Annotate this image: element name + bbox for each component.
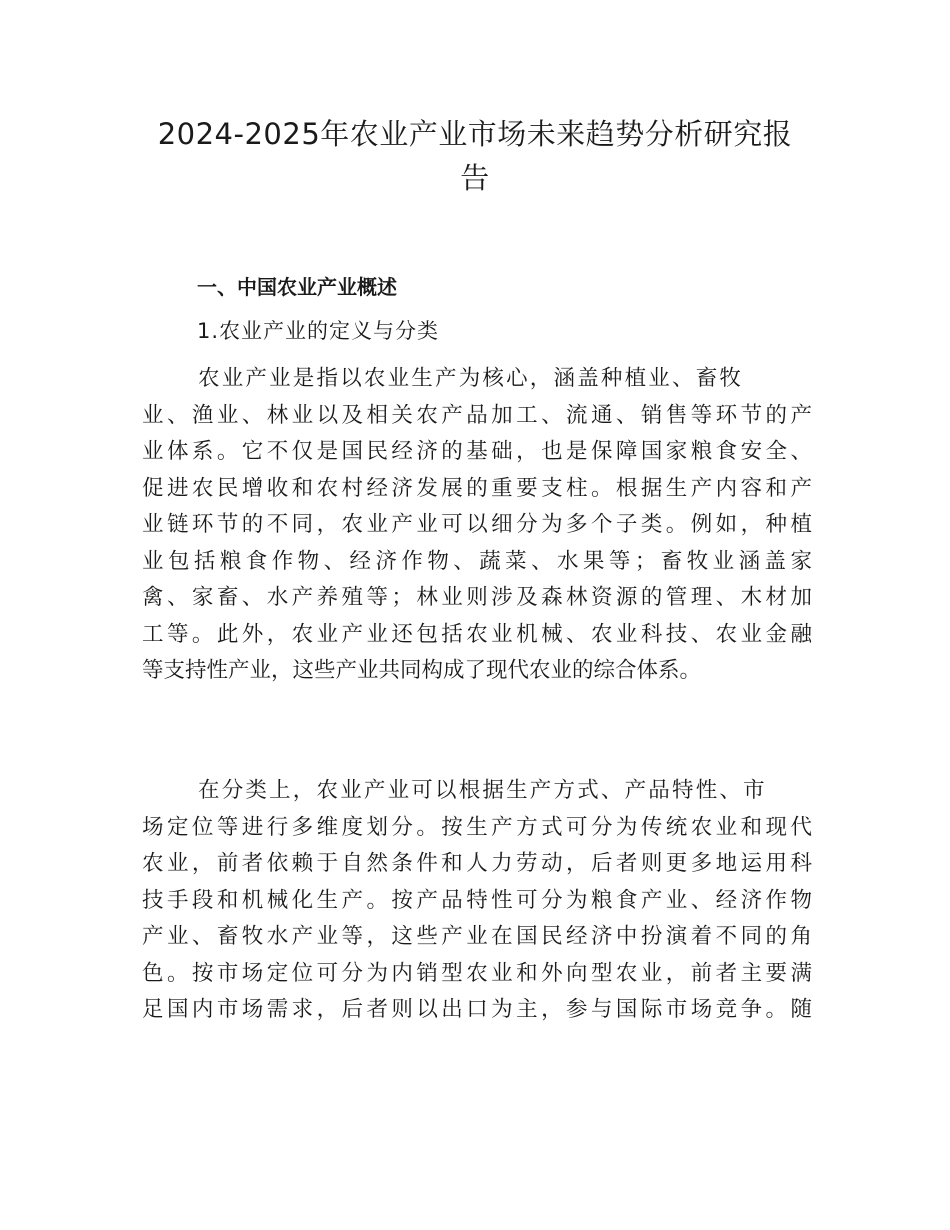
document-title [140, 112, 810, 200]
paragraph-line: 促进农民增收和农村经济发展的重要支柱。根据生产内容和产 [142, 475, 812, 501]
paragraph-line: 工等。此外，农业产业还包括农业机械、农业科技、农业金融 [142, 621, 812, 647]
paragraph-line: 业体系。它不仅是国民经济的基础，也是保障国家粮食安全、 [142, 439, 812, 464]
paragraph-line: 禽、家畜、水产养殖等；林业则涉及森林资源的管理、木材加 [142, 585, 812, 610]
paragraph-line: 技手段和机械化生产。按产品特性可分为粮食产业、经济作物 [142, 887, 812, 913]
paragraph-2 [142, 773, 812, 1029]
paragraph-line: 在分类上，农业产业可以根据生产方式、产品特性、市 [198, 778, 767, 803]
paragraph-line: 足国内市场需求，后者则以出口为主，参与国际市场竞争。随 [142, 997, 812, 1022]
paragraph-line: 农业，前者依赖于自然条件和人力劳动，后者则更多地运用科 [142, 851, 812, 876]
paragraph-line: 场定位等进行多维度划分。按生产方式可分为传统农业和现代 [142, 814, 812, 840]
paragraph-1 [142, 361, 812, 690]
paragraph-line: 农业产业是指以农业生产为核心，涵盖种植业、畜牧 [198, 366, 744, 391]
paragraph-line: 业、渔业、林业以及相关农产品加工、流通、销售等环节的产 [142, 402, 812, 428]
title-line-2: 告 [460, 161, 490, 195]
section-heading: 一、中国农业产业概述 [197, 275, 397, 299]
sub-heading: 1.农业产业的定义与分类 [197, 319, 440, 343]
paragraph-line: 等支持性产业，这些产业共同构成了现代农业的综合体系。 [142, 658, 702, 683]
paragraph-line: 业包括粮食作物、经济作物、蔬菜、水果等；畜牧业涵盖家 [142, 548, 812, 574]
paragraph-line: 色。按市场定位可分为内销型农业和外向型农业，前者主要满 [142, 960, 812, 986]
title-line-1: 2024-2025年农业产业市场未来趋势分析研究报 [157, 117, 793, 151]
paragraph-line: 产业、畜牧水产业等，这些产业在国民经济中扮演着不同的角 [142, 924, 812, 949]
paragraph-line: 业链环节的不同，农业产业可以细分为多个子类。例如，种植 [142, 512, 812, 537]
